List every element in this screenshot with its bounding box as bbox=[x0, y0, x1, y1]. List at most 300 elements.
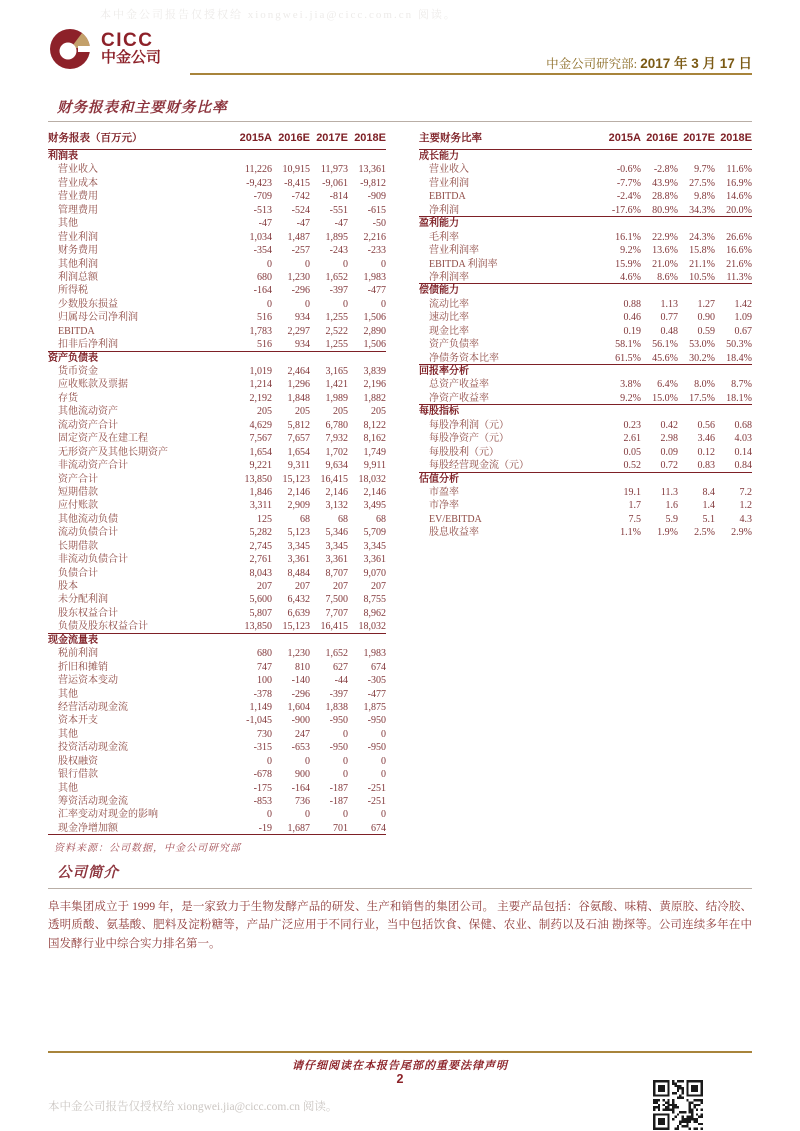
cell-value: 2,192 bbox=[249, 392, 272, 404]
cell-value: 3,361 bbox=[363, 554, 386, 566]
cell-value: 4.3 bbox=[739, 513, 752, 525]
table-row bbox=[48, 540, 386, 553]
section-title: 回报率分析 bbox=[419, 366, 469, 377]
row-label: 流动比率 bbox=[429, 298, 469, 310]
cell-value: 0.14 bbox=[734, 446, 752, 458]
cell-value: 9.7% bbox=[694, 164, 715, 176]
row-label: 资产负债率 bbox=[429, 339, 479, 351]
cell-value: 28.8% bbox=[652, 191, 678, 203]
cell-value: 4.03 bbox=[734, 433, 752, 445]
row-label: 市净率 bbox=[429, 500, 459, 512]
cell-value: -9,812 bbox=[360, 177, 386, 189]
cell-value: 18,032 bbox=[358, 473, 386, 485]
table-row bbox=[419, 244, 752, 257]
cell-value: 0 bbox=[267, 258, 272, 270]
cell-value: 701 bbox=[333, 822, 348, 834]
row-label: 营运资本变动 bbox=[58, 675, 118, 687]
cell-value: -164 bbox=[253, 285, 272, 297]
cell-value: 3,361 bbox=[325, 554, 348, 566]
row-label: 所得税 bbox=[58, 285, 88, 297]
column-header: 2016E bbox=[278, 132, 310, 144]
table-row bbox=[48, 593, 386, 606]
cell-value: 20.0% bbox=[726, 204, 752, 216]
cell-value: 8,962 bbox=[363, 607, 386, 619]
cell-value: 0.72 bbox=[660, 460, 678, 472]
logo-cicc-label: CICC bbox=[101, 29, 154, 51]
cell-value: 1,214 bbox=[249, 379, 272, 391]
table-row bbox=[48, 553, 386, 566]
section-header-row bbox=[48, 352, 386, 365]
row-label: 应付账款 bbox=[58, 500, 98, 512]
cell-value: 1,702 bbox=[325, 446, 348, 458]
cell-value: 2.61 bbox=[623, 433, 641, 445]
table-row bbox=[48, 755, 386, 768]
cell-value: 4.6% bbox=[620, 271, 641, 283]
cell-value: -950 bbox=[367, 742, 386, 754]
cell-value: -2.4% bbox=[616, 191, 641, 203]
section-header-row bbox=[48, 634, 386, 647]
cell-value: -50 bbox=[372, 218, 386, 230]
cell-value: 0 bbox=[343, 769, 348, 781]
table-row bbox=[48, 217, 386, 230]
profile-section-title: 公司简介 bbox=[57, 865, 119, 881]
row-label: 净利润 bbox=[429, 204, 459, 216]
row-label: 利润总额 bbox=[58, 271, 98, 283]
cell-value: 0.88 bbox=[623, 298, 641, 310]
cell-value: 2,146 bbox=[363, 486, 386, 498]
table-row bbox=[48, 661, 386, 674]
row-label: 营业费用 bbox=[58, 191, 98, 203]
cell-value: 8,755 bbox=[363, 594, 386, 606]
cell-value: -47 bbox=[296, 218, 310, 230]
cell-value: 1,230 bbox=[287, 648, 310, 660]
cell-value: 3,345 bbox=[363, 540, 386, 552]
cell-value: 16.9% bbox=[726, 177, 752, 189]
cell-value: 1.4 bbox=[702, 500, 715, 512]
section-title: 利润表 bbox=[48, 151, 78, 162]
section-header-row bbox=[419, 150, 752, 163]
cell-value: 16.1% bbox=[615, 231, 641, 243]
cell-value: 53.0% bbox=[689, 339, 715, 351]
cell-value: -8,415 bbox=[284, 177, 310, 189]
cell-value: 207 bbox=[371, 581, 386, 592]
section-header-row bbox=[419, 217, 752, 230]
cell-value: 5,282 bbox=[249, 527, 272, 539]
row-label: 股东权益合计 bbox=[58, 607, 118, 619]
cell-value: -477 bbox=[367, 688, 386, 700]
dept-label: 中金公司研究部: bbox=[546, 57, 638, 71]
row-label: 其他 bbox=[58, 688, 78, 700]
row-label: 固定资产及在建工程 bbox=[58, 433, 148, 445]
cell-value: 68 bbox=[338, 513, 348, 525]
cell-value: 1,506 bbox=[363, 312, 386, 324]
cell-value: 5,812 bbox=[287, 419, 310, 431]
cell-value: 205 bbox=[333, 406, 348, 418]
cell-value: 0.05 bbox=[623, 446, 641, 458]
cell-value: 11.6% bbox=[726, 164, 752, 176]
cell-value: -378 bbox=[253, 688, 272, 700]
cell-value: 516 bbox=[257, 312, 272, 324]
cell-value: -909 bbox=[367, 191, 386, 203]
cell-value: 4,629 bbox=[249, 419, 272, 431]
cell-value: -950 bbox=[367, 715, 386, 727]
row-label: 营业利润 bbox=[58, 231, 98, 243]
cell-value: -9,061 bbox=[322, 177, 348, 189]
table-row bbox=[48, 486, 386, 499]
cell-value: 0.23 bbox=[623, 419, 641, 431]
cell-value: -513 bbox=[253, 204, 272, 216]
cell-value: 0.83 bbox=[697, 460, 715, 472]
table-row bbox=[419, 432, 752, 445]
cell-value: 58.1% bbox=[615, 339, 641, 351]
table-row bbox=[48, 473, 386, 486]
cell-value: 7.5 bbox=[628, 513, 641, 525]
cell-value: 247 bbox=[295, 728, 310, 740]
row-label: 其他 bbox=[58, 728, 78, 740]
cell-value: -950 bbox=[329, 742, 348, 754]
cell-value: 15,123 bbox=[282, 621, 310, 633]
cell-value: 10,915 bbox=[282, 164, 310, 176]
row-label: 每股净资产（元） bbox=[429, 433, 509, 445]
table-row bbox=[419, 163, 752, 176]
table-row bbox=[48, 567, 386, 580]
cell-value: 5,123 bbox=[287, 527, 310, 539]
table-row bbox=[48, 244, 386, 257]
cell-value: 0.67 bbox=[734, 325, 752, 337]
cell-value: 0.84 bbox=[734, 460, 752, 472]
cell-value: 80.9% bbox=[652, 204, 678, 216]
table-row bbox=[48, 499, 386, 512]
cell-value: 10.5% bbox=[689, 271, 715, 283]
cell-value: 1,487 bbox=[287, 231, 310, 243]
table-row bbox=[419, 298, 752, 311]
table-row bbox=[48, 378, 386, 391]
cell-value: 9,634 bbox=[325, 460, 348, 472]
cell-value: 1,989 bbox=[325, 392, 348, 404]
research-dept-date bbox=[546, 52, 752, 72]
cell-value: 2,890 bbox=[363, 325, 386, 337]
table-row bbox=[419, 446, 752, 459]
cell-value: 680 bbox=[257, 648, 272, 660]
cell-value: 0 bbox=[305, 755, 310, 767]
cell-value: 16.6% bbox=[726, 245, 752, 257]
table-row bbox=[419, 392, 752, 405]
cell-value: 0.42 bbox=[660, 419, 678, 431]
cell-value: 18.1% bbox=[726, 392, 752, 404]
financials-section-title: 财务报表和主要财务比率 bbox=[57, 100, 228, 116]
cell-value: 1,230 bbox=[287, 271, 310, 283]
financials-title-divider bbox=[48, 121, 752, 122]
row-label: 少数股东损益 bbox=[58, 298, 118, 310]
cell-value: 1,983 bbox=[363, 648, 386, 660]
cell-value: 21.6% bbox=[726, 258, 752, 270]
cell-value: 1,895 bbox=[325, 231, 348, 243]
cell-value: 5,709 bbox=[363, 527, 386, 539]
cell-value: 207 bbox=[333, 581, 348, 592]
section-title: 现金流量表 bbox=[48, 634, 98, 646]
cell-value: 27.5% bbox=[689, 177, 715, 189]
table-row bbox=[48, 688, 386, 701]
table-row bbox=[48, 258, 386, 271]
cell-value: -354 bbox=[253, 245, 272, 257]
row-label: 净资产收益率 bbox=[429, 392, 489, 404]
cell-value: 0.48 bbox=[660, 325, 678, 337]
section-title: 偿债能力 bbox=[419, 285, 459, 297]
table-row bbox=[48, 782, 386, 795]
row-label: 扣非后净利润 bbox=[58, 339, 118, 351]
table-row bbox=[419, 486, 752, 499]
cell-value: -900 bbox=[291, 715, 310, 727]
row-label: 净利润率 bbox=[429, 271, 469, 283]
cell-value: 50.3% bbox=[726, 339, 752, 351]
cell-value: 1,296 bbox=[287, 379, 310, 391]
cell-value: 9.2% bbox=[620, 392, 641, 404]
row-label: 资产合计 bbox=[58, 473, 98, 485]
row-label: 筹资活动现金流 bbox=[58, 796, 128, 807]
cell-value: 8.4 bbox=[702, 486, 715, 498]
table-row bbox=[48, 284, 386, 297]
cell-value: 14.6% bbox=[726, 191, 752, 203]
cell-value: 1,654 bbox=[287, 446, 310, 458]
logo-text bbox=[101, 31, 161, 67]
row-label: 速动比率 bbox=[429, 312, 469, 324]
cell-value: -187 bbox=[329, 796, 348, 807]
header-divider bbox=[190, 73, 752, 75]
column-header: 2015A bbox=[608, 132, 641, 144]
row-label: 每股净利润（元） bbox=[429, 419, 509, 431]
cell-value: 0 bbox=[267, 298, 272, 310]
cell-value: 17.5% bbox=[689, 392, 715, 404]
cell-value: -257 bbox=[291, 245, 310, 257]
table-row bbox=[419, 526, 752, 539]
cell-value: 15.9% bbox=[615, 258, 641, 270]
row-label: 其他流动负债 bbox=[58, 513, 118, 525]
row-label: 财务费用 bbox=[58, 245, 98, 257]
row-label: 管理费用 bbox=[58, 204, 98, 216]
footer-divider bbox=[48, 1051, 752, 1053]
row-label: 归属母公司净利润 bbox=[58, 312, 138, 324]
cell-value: 13.6% bbox=[652, 245, 678, 257]
column-header: 2015A bbox=[239, 132, 272, 144]
cell-value: 0 bbox=[381, 258, 386, 270]
row-label: 其他流动资产 bbox=[58, 406, 118, 418]
cell-value: 2,146 bbox=[325, 486, 348, 498]
table-row bbox=[48, 795, 386, 808]
table-row bbox=[48, 163, 386, 176]
cell-value: 2,297 bbox=[287, 325, 310, 337]
table-title: 主要财务比率 bbox=[419, 133, 482, 144]
cell-value: 9,311 bbox=[287, 460, 310, 472]
table-row bbox=[48, 271, 386, 284]
cell-value: -140 bbox=[291, 675, 310, 687]
row-label: 无形资产及其他长期资产 bbox=[58, 446, 168, 458]
table-row bbox=[419, 378, 752, 391]
cell-value: 2.5% bbox=[694, 527, 715, 539]
top-watermark: 本中金公司报告仅授权给 xiongwei.jia@cicc.com.cn 阅读。 bbox=[100, 9, 457, 21]
cell-value: 205 bbox=[371, 406, 386, 418]
table-row bbox=[48, 822, 386, 835]
cell-value: 1.9% bbox=[657, 527, 678, 539]
row-label: 市盈率 bbox=[429, 486, 459, 498]
section-header-row bbox=[419, 473, 752, 486]
cell-value: -9,423 bbox=[246, 177, 272, 189]
cell-value: 1.7 bbox=[628, 500, 641, 512]
cell-value: 5,807 bbox=[249, 607, 272, 619]
column-header: 2016E bbox=[646, 132, 678, 144]
cell-value: 207 bbox=[257, 581, 272, 592]
row-label: 流动资产合计 bbox=[58, 419, 118, 431]
table-row bbox=[48, 701, 386, 714]
cell-value: 1,749 bbox=[363, 446, 386, 458]
cell-value: 516 bbox=[257, 339, 272, 351]
legal-notice: 请仔细阅读在本报告尾部的重要法律声明 bbox=[292, 1060, 508, 1072]
cell-value: 2,522 bbox=[325, 325, 348, 337]
table-row bbox=[419, 271, 752, 284]
cell-value: 11,226 bbox=[244, 164, 272, 176]
cell-value: 8,043 bbox=[249, 567, 272, 579]
cell-value: 7,500 bbox=[325, 594, 348, 606]
cell-value: 21.0% bbox=[652, 258, 678, 270]
cell-value: 1.42 bbox=[734, 298, 752, 310]
table-row bbox=[419, 459, 752, 472]
row-label: 汇率变动对现金的影响 bbox=[58, 809, 158, 821]
cell-value: 0.90 bbox=[697, 312, 715, 324]
cell-value: 3,132 bbox=[325, 500, 348, 512]
table-row bbox=[48, 513, 386, 526]
table-row bbox=[48, 580, 386, 593]
cell-value: -678 bbox=[253, 769, 272, 781]
cell-value: 2,761 bbox=[249, 554, 272, 566]
table-row bbox=[48, 298, 386, 311]
cell-value: 0.59 bbox=[697, 325, 715, 337]
column-header: 2018E bbox=[720, 132, 752, 144]
row-label: 股权融资 bbox=[58, 755, 98, 767]
table-row bbox=[419, 190, 752, 203]
row-label: 非流动资产合计 bbox=[58, 460, 128, 472]
row-label: 经营活动现金流 bbox=[58, 701, 128, 713]
cell-value: -397 bbox=[329, 688, 348, 700]
section-title: 每股指标 bbox=[419, 406, 459, 418]
cell-value: 730 bbox=[257, 728, 272, 740]
table-row bbox=[419, 258, 752, 271]
section-header-row bbox=[419, 284, 752, 297]
row-label: 长期借款 bbox=[58, 540, 98, 552]
row-label: 营业收入 bbox=[58, 164, 98, 176]
cell-value: 18.4% bbox=[726, 352, 752, 364]
authorization-watermark: 本中金公司报告仅授权给 xiongwei.jia@cicc.com.cn 阅读。 bbox=[48, 1101, 338, 1113]
financial-ratios-table bbox=[419, 130, 752, 540]
row-label: 应收账款及票据 bbox=[58, 379, 128, 391]
table-row bbox=[419, 419, 752, 432]
table-header-row bbox=[419, 130, 752, 150]
table-row bbox=[48, 190, 386, 203]
cell-value: -19 bbox=[258, 822, 272, 834]
cell-value: 0 bbox=[305, 298, 310, 310]
cell-value: 1.2 bbox=[739, 500, 752, 512]
cell-value: -175 bbox=[253, 782, 272, 794]
cell-value: 0 bbox=[305, 809, 310, 821]
cell-value: 45.6% bbox=[652, 352, 678, 364]
cell-value: -1,045 bbox=[246, 715, 272, 727]
cell-value: 13,850 bbox=[244, 621, 272, 633]
cell-value: 0 bbox=[305, 258, 310, 270]
cell-value: 1,687 bbox=[287, 822, 310, 834]
cell-value: 0 bbox=[381, 809, 386, 821]
table-row bbox=[48, 607, 386, 620]
table-row bbox=[419, 177, 752, 190]
cell-value: 3,345 bbox=[287, 540, 310, 552]
right-column bbox=[419, 130, 752, 854]
cell-value: 22.9% bbox=[652, 231, 678, 243]
table-row bbox=[419, 513, 752, 526]
table-row bbox=[48, 177, 386, 190]
row-label: 其他 bbox=[58, 218, 78, 230]
cell-value: 934 bbox=[295, 312, 310, 324]
cell-value: -44 bbox=[334, 675, 348, 687]
cell-value: 16,415 bbox=[320, 621, 348, 633]
cell-value: 19.1 bbox=[623, 486, 641, 498]
cell-value: -47 bbox=[258, 218, 272, 230]
cell-value: -296 bbox=[291, 688, 310, 700]
table-row bbox=[48, 204, 386, 217]
company-profile-text: 阜丰集团成立于 1999 年，是一家致力于生物发酵产品的研发、生产和销售的集团公司。 主要产品包括：谷氨酸、味精、黄原胶、结冷胶、透明质酸、氨基酸、肥料及淀粉糖等，产品广泛应用于不同行业，当中包括饮食、保健、农业、制药以及石油 勘探等。公司连续多年在中国发酵行业中综合实力排名第一。 bbox=[48, 901, 752, 950]
cell-value: 3.46 bbox=[697, 433, 715, 445]
cell-value: 9,070 bbox=[363, 567, 386, 579]
cell-value: 7,707 bbox=[325, 607, 348, 619]
cell-value: 1,255 bbox=[325, 339, 348, 351]
cell-value: 2,216 bbox=[363, 231, 386, 243]
cell-value: 1.09 bbox=[734, 312, 752, 324]
cell-value: 2,464 bbox=[287, 366, 310, 377]
cell-value: 13,850 bbox=[244, 473, 272, 485]
financial-tables bbox=[48, 130, 752, 854]
cell-value: -0.6% bbox=[616, 164, 641, 176]
cell-value: 0 bbox=[381, 755, 386, 767]
cell-value: -853 bbox=[253, 796, 272, 807]
cell-value: 0 bbox=[381, 298, 386, 310]
cell-value: 674 bbox=[371, 661, 386, 673]
cell-value: 24.3% bbox=[689, 231, 715, 243]
row-label: 其他 bbox=[58, 782, 78, 794]
cell-value: -251 bbox=[367, 796, 386, 807]
cell-value: -551 bbox=[329, 204, 348, 216]
table-title: 财务报表（百万元） bbox=[48, 133, 143, 144]
table-row bbox=[48, 728, 386, 741]
cell-value: 1,983 bbox=[363, 271, 386, 283]
cell-value: 0 bbox=[267, 809, 272, 821]
cicc-logo bbox=[48, 27, 161, 71]
cell-value: 1,421 bbox=[325, 379, 348, 391]
cell-value: 205 bbox=[295, 406, 310, 418]
cell-value: 1,846 bbox=[249, 486, 272, 498]
cell-value: 1,034 bbox=[249, 231, 272, 243]
cell-value: 18,032 bbox=[358, 621, 386, 633]
cell-value: 9.8% bbox=[694, 191, 715, 203]
cell-value: 6,639 bbox=[287, 607, 310, 619]
table-row bbox=[419, 499, 752, 512]
cell-value: 0.52 bbox=[623, 460, 641, 472]
table-row bbox=[48, 338, 386, 351]
row-label: 负债及股东权益合计 bbox=[58, 621, 148, 633]
cell-value: 7,657 bbox=[287, 433, 310, 445]
cell-value: -950 bbox=[329, 715, 348, 727]
section-title: 成长能力 bbox=[419, 151, 459, 162]
cell-value: 900 bbox=[295, 769, 310, 781]
row-label: 投资活动现金流 bbox=[58, 742, 128, 754]
cell-value: -315 bbox=[253, 742, 272, 754]
table-row bbox=[48, 714, 386, 727]
table-row bbox=[48, 405, 386, 418]
